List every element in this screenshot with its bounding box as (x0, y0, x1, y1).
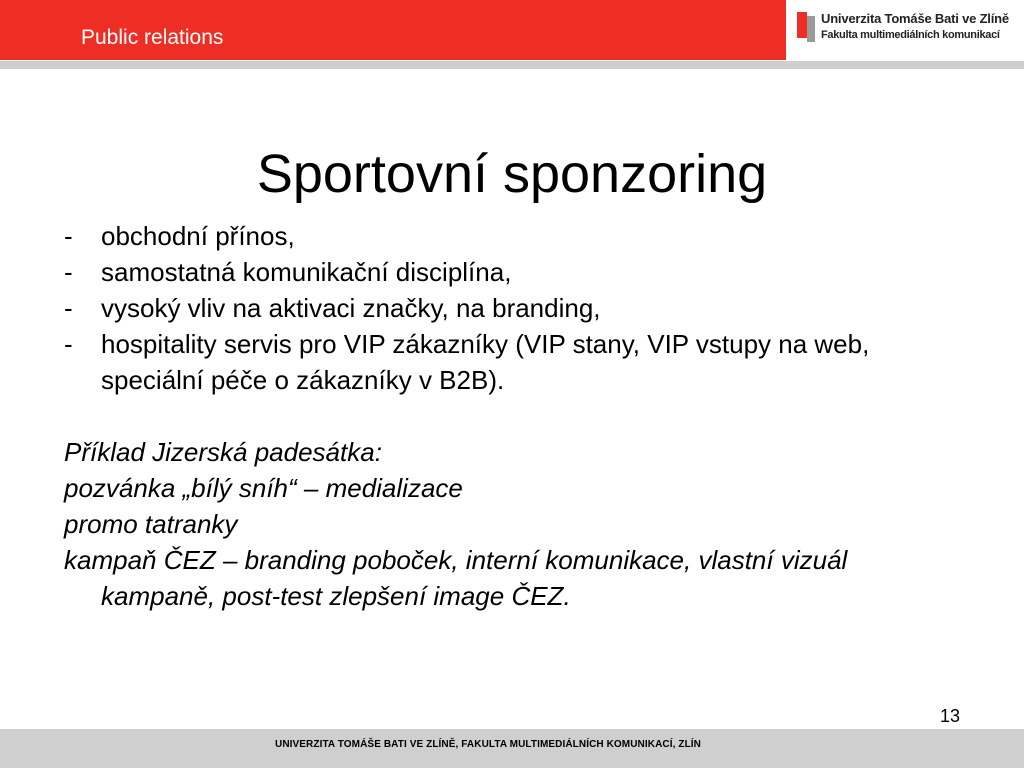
logo-faculty-name: Fakulta multimediálních komunikací (821, 29, 1000, 41)
bullet-item (64, 290, 964, 326)
bullet-text: obchodní přínos, (101, 221, 295, 251)
bullet-item (64, 254, 964, 290)
bullet-dash: - (64, 257, 73, 287)
header-bar (0, 0, 786, 60)
logo-university-name: Univerzita Tomáše Bati ve Zlíně (821, 11, 1009, 26)
bullet-text: samostatná komunikační disciplína, (101, 257, 512, 287)
footer-bar (0, 729, 1024, 768)
bullet-text: hospitality servis pro VIP zákazníky (VIP stany, VIP vstupy na web, speciální péče o zákazníky v B2B). (101, 329, 870, 395)
footer-text: UNIVERZITA TOMÁŠE BATI VE ZLÍNĚ, FAKULTA MULTIMEDIÁLNÍCH KOMUNIKACÍ, ZLÍN (275, 739, 701, 750)
slide-content (64, 218, 964, 614)
university-logo (797, 9, 1017, 51)
paragraph-spacer (64, 398, 964, 434)
bullet-item (64, 218, 964, 254)
bullet-dash: - (64, 293, 73, 323)
example-line: promo tatranky (64, 509, 238, 539)
header-title: Public relations (81, 26, 224, 49)
example-line: pozvánka „bílý sníh“ – medializace (64, 473, 463, 503)
university-logo-icon (797, 12, 815, 42)
bullet-dash: - (64, 221, 73, 251)
slide-title: Sportovní sponzoring (256, 144, 768, 204)
example-line: kampaň ČEZ – branding poboček, interní komunikace, vlastní vizuál kampaně, post-test zlepšení image ČEZ. (64, 545, 848, 611)
page-number: 13 (940, 706, 961, 726)
bullet-item (64, 326, 964, 398)
example-heading: Příklad Jizerská padesátka: (64, 437, 382, 467)
header-divider (0, 61, 1024, 69)
bullet-dash: - (64, 329, 73, 359)
bullet-text: vysoký vliv na aktivaci značky, na branding, (101, 293, 601, 323)
